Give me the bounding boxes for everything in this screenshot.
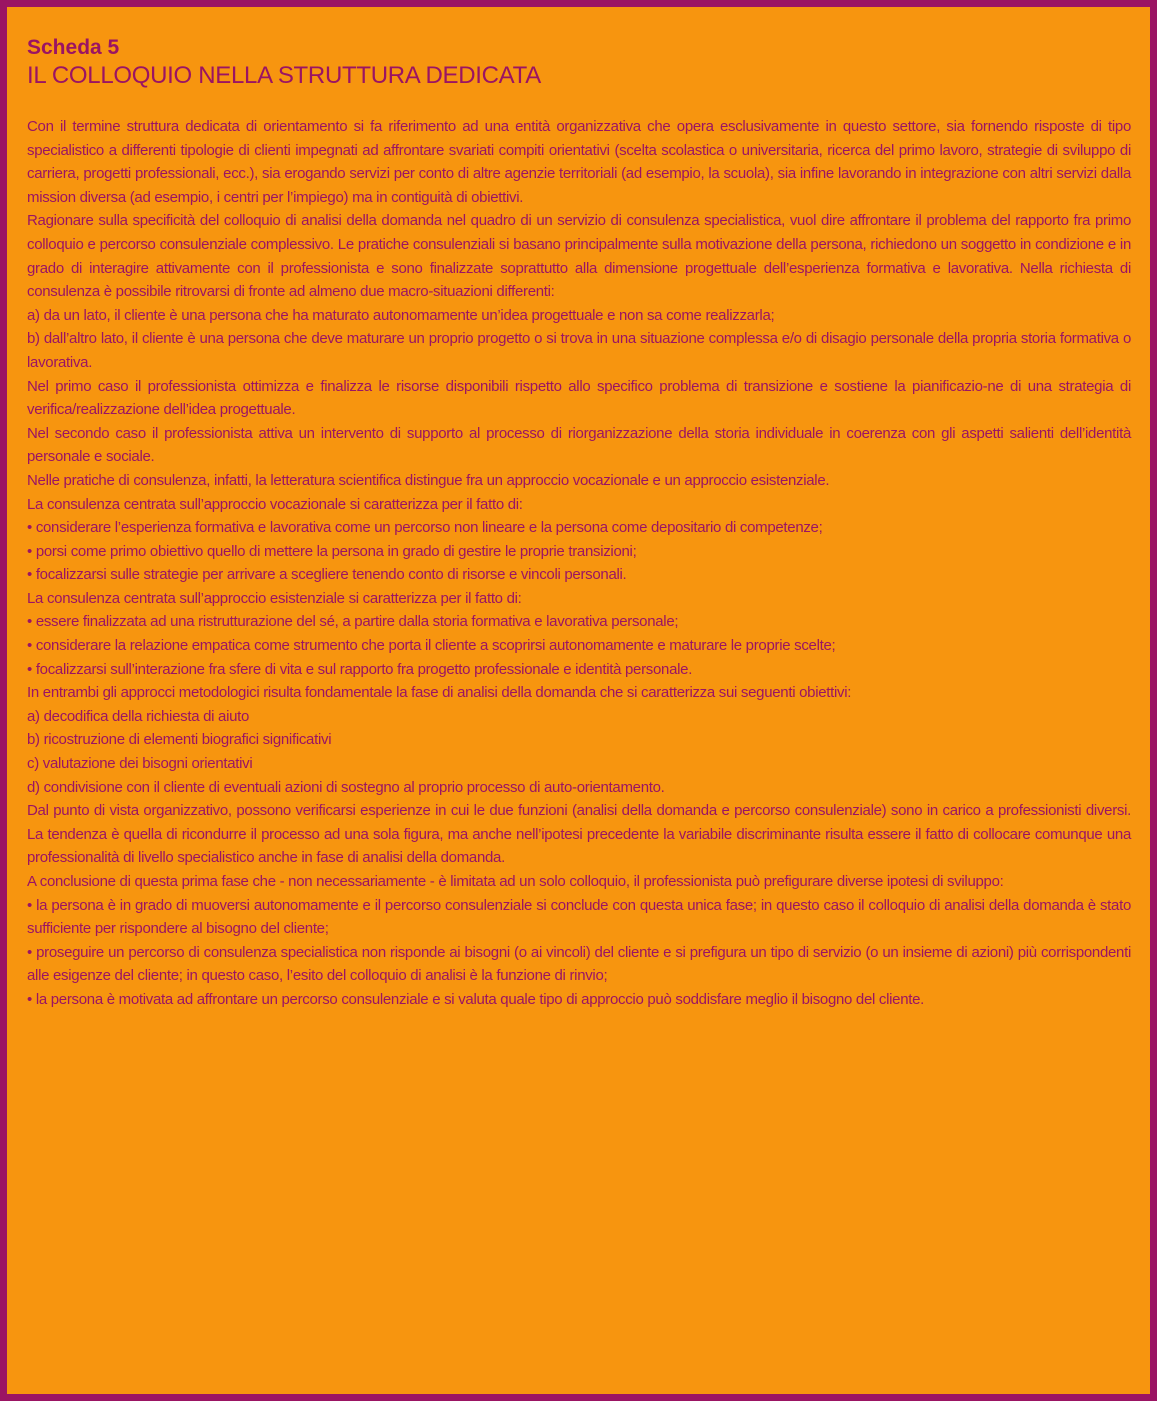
list-item: • proseguire un percorso di consulenza specialistica non risponde ai bisogni (o ai vincoli) del cliente e si prefigura un tipo di servizio (o un insieme di azioni) più corrispondenti alle esigenze del cliente; in questo caso, l’esito del colloquio di analisi è la funzione di rinvio;	[27, 943, 1131, 985]
list-item: • la persona è motivata ad affrontare un percorso consulenziale e si valuta quale tipo di approccio può soddisfare meglio il bisogno del cliente.	[27, 990, 925, 1008]
list-item: • essere finalizzata ad una ristrutturazione del sé, a partire dalla storia formativa e lavorativa personale;	[27, 613, 679, 631]
list-item: • considerare l’esperienza formativa e lavorativa come un percorso non lineare e la persona come depositario di competenze;	[27, 519, 823, 537]
list-item: a) decodifica della richiesta di aiuto	[27, 707, 250, 725]
paragraph: Dal punto di vista organizzativo, possono verificarsi esperienze in cui le due funzioni (analisi della domanda e percorso consulenziale) sono in carico a professionisti diversi. La tendenza è quella di ricondurre il processo ad una sola figura, ma anche nell’ipotesi precedente la variabile discriminante risulta essere il fatto di collocare comunque una professionalità di livello specialistico anche in fase di analisi della domanda.	[27, 802, 1131, 867]
paragraph: La consulenza centrata sull’approccio vocazionale si caratterizza per il fatto di:	[27, 495, 523, 513]
paragraph: In entrambi gli approcci metodologici risulta fondamentale la fase di analisi della domanda che si caratterizza sui seguenti obiettivi:	[27, 684, 852, 702]
paragraph: Nel secondo caso il professionista attiva un intervento di supporto al processo di riorganizzazione della storia individuale in coerenza con gli aspetti salienti dell’identità personale e sociale.	[27, 424, 1131, 466]
list-item: c) valutazione dei bisogni orientativi	[27, 755, 253, 773]
list-item: b) dall’altro lato, il cliente è una persona che deve maturare un proprio progetto o si trova in una situazione complessa e/o di disagio personale della propria storia formativa o lavorativa.	[27, 330, 1131, 371]
list-item: • considerare la relazione empatica come strumento che porta il cliente a scoprirsi autonomamente e maturare le proprie scelte;	[27, 637, 836, 655]
list-item: • focalizzarsi sull’interazione fra sfere di vita e sul rapporto fra progetto professionale e identità personale.	[27, 660, 693, 678]
document-body	[27, 115, 1131, 1012]
list-item: b) ricostruzione di elementi biografici significativi	[27, 731, 332, 749]
document-sheet	[7, 7, 1150, 1394]
list-item: a) da un lato, il cliente è una persona che ha maturato autonomamente un’idea progettuale e non sa come realizzarla;	[27, 306, 775, 324]
paragraph: Ragionare sulla specificità del colloquio di analisi della domanda nel quadro di un servizio di consulenza specialistica, vuol dire affrontare il problema del rapporto fra primo colloquio e percorso consulenziale complessivo. Le pratiche consulenziali si basano principalmente sulla motivazione della persona, richiedono un soggetto in condizione e in grado di interagire attivamente con il professionista e sono finalizzate soprattutto alla dimensione progettuale dell’esperienza formativa e lavorativa. Nella richiesta di consulenza è possibile ritrovarsi di fronte ad almeno due macro-situazioni differenti:	[27, 212, 1131, 301]
list-item: d) condivisione con il cliente di eventuali azioni di sostegno al proprio processo di auto-orientamento.	[27, 778, 665, 796]
list-item: • focalizzarsi sulle strategie per arrivare a scegliere tenendo conto di risorse e vincoli personali.	[27, 566, 627, 584]
list-item: • porsi come primo obiettivo quello di mettere la persona in grado di gestire le proprie transizioni;	[27, 542, 637, 560]
paragraph: Nel primo caso il professionista ottimizza e finalizza le risorse disponibili rispetto allo specifico problema di transizione e sostiene la pianificazio-ne di una strategia di verifica/realizzazione dell’idea progettuale.	[27, 377, 1131, 419]
paragraph: A conclusione di questa prima fase che - non necessariamente - è limitata ad un solo colloquio, il professionista può prefigurare diverse ipotesi di sviluppo:	[27, 873, 1004, 890]
paragraph: La consulenza centrata sull’approccio esistenziale si caratterizza per il fatto di:	[27, 589, 522, 607]
paragraph: Nelle pratiche di consulenza, infatti, la letteratura scientifica distingue fra un approccio vocazionale e un approccio esistenziale.	[27, 471, 830, 489]
paragraph: Con il termine struttura dedicata di orientamento si fa riferimento ad una entità organizzativa che opera esclusivamente in questo settore, sia fornendo risposte di tipo specialistico a differenti tipologie di clienti impegnati ad affrontare svariati compiti orientativi (scelta scolastica o universitaria, ricerca del primo lavoro, strategie di sviluppo di carriera, progetti professionali, ecc.), sia erogando servizi per conto di altre agenzie territoriali (ad esempio, la scuola), sia infine lavorando in integrazione con altri servizi dalla mission diversa (ad esempio, i centri per l’impiego) ma in contiguità di obiettivi.	[27, 118, 1131, 206]
sheet-label: Scheda 5	[27, 36, 120, 59]
list-item: • la persona è in grado di muoversi autonomamente e il percorso consulenziale si conclude con questa unica fase; in questo caso il colloquio di analisi della domanda è stato sufficiente per rispondere al bisogno del cliente;	[27, 896, 1131, 938]
page-title: IL COLLOQUIO NELLA STRUTTURA DEDICATA	[27, 62, 541, 89]
